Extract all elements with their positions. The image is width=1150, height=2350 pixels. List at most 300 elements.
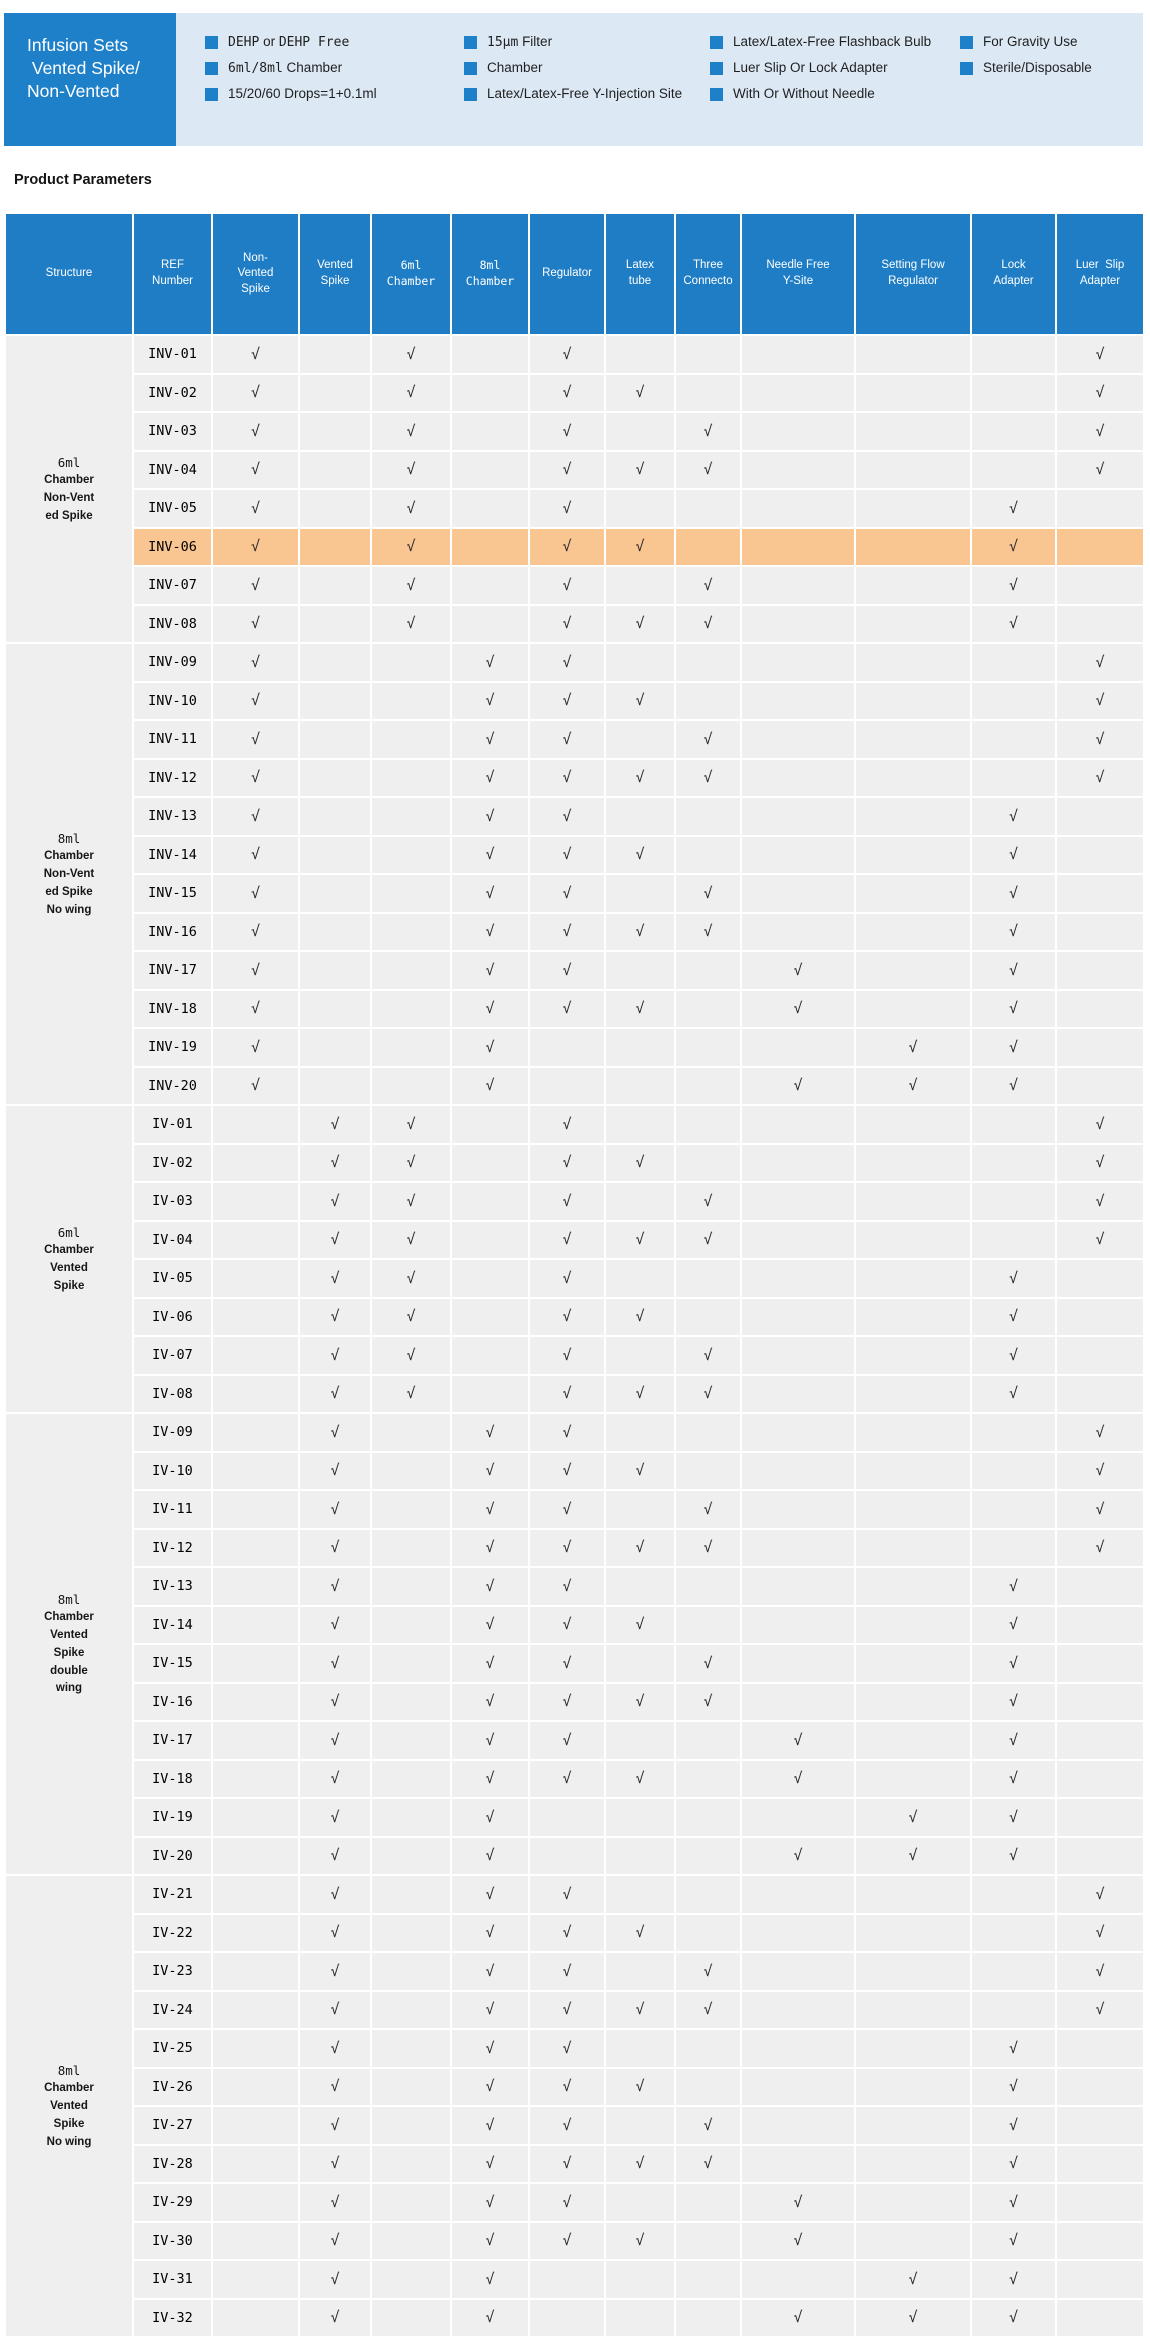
- check-mark-icon: √: [635, 1153, 645, 1172]
- check-cell-chamber_8ml: [452, 1838, 528, 1875]
- check-mark-icon: √: [1095, 1230, 1105, 1249]
- check-cell-regulator: [530, 1183, 604, 1220]
- ref-cell: INV-09: [134, 644, 211, 681]
- structure-line: Chamber: [44, 473, 94, 486]
- check-cell-chamber_8ml: [452, 1530, 528, 1567]
- check-cell-vented_spike: [300, 2261, 370, 2298]
- check-cell-chamber_8ml: [452, 914, 528, 951]
- check-cell-vented_spike: [300, 1722, 370, 1759]
- check-cell-latex_tube: [606, 644, 674, 681]
- check-cell-vented_spike: [300, 1222, 370, 1259]
- check-mark-icon: √: [793, 1846, 803, 1865]
- table-row: [6, 1607, 1143, 1644]
- check-cell-vented_spike: [300, 1953, 370, 1990]
- table-row: [6, 1260, 1143, 1297]
- check-mark-icon: √: [1008, 614, 1019, 633]
- check-cell-luer_slip_adapter: [1057, 1453, 1143, 1490]
- check-cell-latex_tube: [606, 1337, 674, 1374]
- check-cell-setting_flow_regulator: [856, 452, 970, 489]
- feature-item: [710, 60, 931, 80]
- ref-cell: IV-32: [134, 2300, 211, 2337]
- check-cell-chamber_6ml: [372, 1029, 450, 1066]
- check-cell-lock_adapter: [972, 1453, 1055, 1490]
- check-cell-regulator: [530, 1799, 604, 1836]
- check-cell-luer_slip_adapter: [1057, 1684, 1143, 1721]
- check-cell-three_connector: [676, 760, 740, 797]
- table-row: [6, 1299, 1143, 1336]
- check-mark-icon: √: [793, 2192, 803, 2211]
- check-mark-icon: √: [562, 883, 572, 902]
- ref-cell: INV-13: [134, 798, 211, 835]
- check-mark-icon: √: [330, 1422, 340, 1441]
- check-cell-latex_tube: [606, 1491, 674, 1528]
- check-cell-three_connector: [676, 721, 740, 758]
- check-cell-non_vented_spike: [213, 336, 298, 373]
- check-mark-icon: √: [330, 1268, 340, 1287]
- check-mark-icon: √: [635, 768, 645, 787]
- check-mark-icon: √: [562, 1538, 572, 1557]
- check-cell-lock_adapter: [972, 1838, 1055, 1875]
- check-cell-three_connector: [676, 606, 740, 643]
- check-cell-latex_tube: [606, 529, 674, 566]
- check-mark-icon: √: [485, 1499, 495, 1518]
- check-cell-vented_spike: [300, 606, 370, 643]
- check-cell-chamber_8ml: [452, 991, 528, 1028]
- check-cell-needle_free_y_site: [742, 2107, 854, 2144]
- column-header-line: Number: [152, 275, 193, 287]
- structure-line: Chamber: [44, 1611, 94, 1624]
- check-cell-chamber_8ml: [452, 529, 528, 566]
- check-cell-three_connector: [676, 1953, 740, 1990]
- column-header-line: tube: [628, 275, 652, 287]
- check-cell-setting_flow_regulator: [856, 490, 970, 527]
- check-cell-regulator: [530, 2300, 604, 2337]
- check-cell-regulator: [530, 798, 604, 835]
- check-cell-three_connector: [676, 1607, 740, 1644]
- check-mark-icon: √: [703, 1230, 713, 1249]
- check-cell-setting_flow_regulator: [856, 1376, 970, 1413]
- check-cell-three_connector: [676, 1992, 740, 2029]
- structure-line: Spike: [53, 2117, 85, 2130]
- check-cell-needle_free_y_site: [742, 2300, 854, 2337]
- check-cell-lock_adapter: [972, 721, 1055, 758]
- check-cell-chamber_8ml: [452, 1645, 528, 1682]
- check-cell-needle_free_y_site: [742, 567, 854, 604]
- check-cell-three_connector: [676, 1684, 740, 1721]
- feature-item: [960, 34, 1092, 54]
- check-mark-icon: √: [330, 2269, 340, 2288]
- check-mark-icon: √: [485, 691, 495, 710]
- check-cell-lock_adapter: [972, 1068, 1055, 1105]
- check-mark-icon: √: [703, 1653, 713, 1672]
- check-cell-vented_spike: [300, 1414, 370, 1451]
- ref-cell: IV-17: [134, 1722, 211, 1759]
- check-cell-latex_tube: [606, 2107, 674, 2144]
- check-cell-setting_flow_regulator: [856, 1145, 970, 1182]
- check-cell-luer_slip_adapter: [1057, 1953, 1143, 1990]
- check-cell-luer_slip_adapter: [1057, 2146, 1143, 2183]
- check-cell-luer_slip_adapter: [1057, 1029, 1143, 1066]
- check-cell-lock_adapter: [972, 2107, 1055, 2144]
- bullet-icon: [710, 62, 723, 75]
- check-cell-regulator: [530, 2030, 604, 2067]
- column-header-line: Chamber: [386, 274, 436, 288]
- check-cell-vented_spike: [300, 1183, 370, 1220]
- check-mark-icon: √: [635, 999, 645, 1018]
- check-cell-chamber_8ml: [452, 2223, 528, 2260]
- check-cell-luer_slip_adapter: [1057, 721, 1143, 758]
- check-cell-non_vented_spike: [213, 2069, 298, 2106]
- check-cell-luer_slip_adapter: [1057, 1299, 1143, 1336]
- check-cell-needle_free_y_site: [742, 644, 854, 681]
- table-row: [6, 1453, 1143, 1490]
- check-cell-chamber_8ml: [452, 2146, 528, 2183]
- ref-cell: IV-01: [134, 1106, 211, 1143]
- check-mark-icon: √: [635, 2231, 645, 2250]
- column-header-line: Three: [692, 259, 724, 272]
- check-cell-chamber_8ml: [452, 2184, 528, 2221]
- check-cell-three_connector: [676, 1645, 740, 1682]
- check-mark-icon: √: [485, 1037, 495, 1056]
- check-mark-icon: √: [485, 768, 495, 787]
- check-cell-luer_slip_adapter: [1057, 1876, 1143, 1913]
- check-mark-icon: √: [485, 1846, 495, 1865]
- check-cell-setting_flow_regulator: [856, 1299, 970, 1336]
- check-mark-icon: √: [635, 2077, 645, 2096]
- check-cell-latex_tube: [606, 1453, 674, 1490]
- table-row: [6, 1414, 1143, 1451]
- check-mark-icon: √: [406, 1345, 416, 1364]
- ref-cell: IV-30: [134, 2223, 211, 2260]
- check-cell-chamber_8ml: [452, 1106, 528, 1143]
- check-cell-three_connector: [676, 1029, 740, 1066]
- check-mark-icon: √: [330, 1384, 340, 1403]
- check-cell-luer_slip_adapter: [1057, 914, 1143, 951]
- check-cell-needle_free_y_site: [742, 1183, 854, 1220]
- check-cell-non_vented_spike: [213, 1915, 298, 1952]
- check-cell-chamber_6ml: [372, 1607, 450, 1644]
- check-mark-icon: √: [1095, 1499, 1105, 1518]
- check-mark-icon: √: [1008, 1807, 1019, 1826]
- check-cell-chamber_8ml: [452, 1491, 528, 1528]
- check-cell-latex_tube: [606, 1376, 674, 1413]
- check-mark-icon: √: [406, 498, 416, 517]
- check-mark-icon: √: [635, 1538, 645, 1557]
- check-cell-chamber_6ml: [372, 1183, 450, 1220]
- check-cell-chamber_6ml: [372, 1145, 450, 1182]
- check-cell-three_connector: [676, 952, 740, 989]
- check-cell-setting_flow_regulator: [856, 914, 970, 951]
- check-cell-vented_spike: [300, 1453, 370, 1490]
- check-mark-icon: √: [635, 1692, 645, 1711]
- feature-text-segment: Latex/Latex-Free Y-Injection Site: [487, 86, 683, 101]
- check-cell-chamber_6ml: [372, 914, 450, 951]
- check-cell-regulator: [530, 760, 604, 797]
- check-mark-icon: √: [1095, 344, 1105, 363]
- check-cell-latex_tube: [606, 490, 674, 527]
- check-cell-latex_tube: [606, 1607, 674, 1644]
- check-cell-latex_tube: [606, 1992, 674, 2029]
- check-cell-non_vented_spike: [213, 1068, 298, 1105]
- check-mark-icon: √: [703, 768, 713, 787]
- check-cell-setting_flow_regulator: [856, 760, 970, 797]
- check-cell-vented_spike: [300, 760, 370, 797]
- check-cell-latex_tube: [606, 683, 674, 720]
- check-mark-icon: √: [250, 421, 261, 440]
- check-cell-needle_free_y_site: [742, 1722, 854, 1759]
- check-cell-lock_adapter: [972, 644, 1055, 681]
- check-cell-lock_adapter: [972, 1607, 1055, 1644]
- check-cell-luer_slip_adapter: [1057, 1530, 1143, 1567]
- check-mark-icon: √: [485, 1923, 495, 1942]
- check-mark-icon: √: [485, 2269, 495, 2288]
- feature-text-segment: With Or Without Needle: [733, 86, 875, 101]
- check-cell-vented_spike: [300, 1106, 370, 1143]
- check-cell-non_vented_spike: [213, 1029, 298, 1066]
- check-cell-latex_tube: [606, 2223, 674, 2260]
- check-cell-needle_free_y_site: [742, 1145, 854, 1182]
- ref-cell: IV-15: [134, 1645, 211, 1682]
- check-cell-non_vented_spike: [213, 375, 298, 412]
- check-mark-icon: √: [485, 1730, 495, 1749]
- table-row: [6, 1222, 1143, 1259]
- check-mark-icon: √: [562, 2000, 572, 2019]
- check-cell-chamber_8ml: [452, 452, 528, 489]
- check-mark-icon: √: [485, 1769, 495, 1788]
- check-cell-latex_tube: [606, 1029, 674, 1066]
- ref-cell: IV-25: [134, 2030, 211, 2067]
- check-cell-chamber_6ml: [372, 1491, 450, 1528]
- ref-cell: IV-13: [134, 1568, 211, 1605]
- check-cell-non_vented_spike: [213, 1607, 298, 1644]
- check-cell-setting_flow_regulator: [856, 875, 970, 912]
- check-mark-icon: √: [330, 1615, 340, 1634]
- check-cell-non_vented_spike: [213, 1761, 298, 1798]
- check-cell-chamber_6ml: [372, 1068, 450, 1105]
- check-cell-needle_free_y_site: [742, 452, 854, 489]
- check-cell-latex_tube: [606, 606, 674, 643]
- table-row: [6, 1068, 1143, 1105]
- column-header-line: REF: [161, 259, 184, 272]
- check-cell-latex_tube: [606, 2261, 674, 2298]
- check-mark-icon: √: [330, 1730, 340, 1749]
- check-cell-vented_spike: [300, 644, 370, 681]
- structure-line: Spike: [53, 1279, 85, 1292]
- check-cell-lock_adapter: [972, 1645, 1055, 1682]
- check-mark-icon: √: [562, 1191, 572, 1210]
- bullet-icon: [710, 88, 723, 101]
- check-mark-icon: √: [1008, 2115, 1019, 2134]
- check-cell-regulator: [530, 1376, 604, 1413]
- check-cell-three_connector: [676, 2300, 740, 2337]
- table-row: [6, 1799, 1143, 1836]
- check-cell-latex_tube: [606, 452, 674, 489]
- check-cell-latex_tube: [606, 336, 674, 373]
- check-mark-icon: √: [330, 1307, 340, 1326]
- check-cell-latex_tube: [606, 567, 674, 604]
- check-cell-needle_free_y_site: [742, 1530, 854, 1567]
- check-cell-setting_flow_regulator: [856, 529, 970, 566]
- check-cell-three_connector: [676, 452, 740, 489]
- structure-line: No wing: [46, 2135, 92, 2148]
- table-row: [6, 2261, 1143, 2298]
- check-cell-vented_spike: [300, 1260, 370, 1297]
- check-cell-needle_free_y_site: [742, 1761, 854, 1798]
- check-mark-icon: √: [1095, 768, 1105, 787]
- table-row: [6, 1953, 1143, 1990]
- check-cell-latex_tube: [606, 2300, 674, 2337]
- structure-line: Vented: [50, 1261, 88, 1274]
- check-cell-needle_free_y_site: [742, 2184, 854, 2221]
- check-mark-icon: √: [330, 1923, 340, 1942]
- check-cell-three_connector: [676, 2069, 740, 2106]
- check-mark-icon: √: [562, 2154, 572, 2173]
- check-cell-chamber_6ml: [372, 2300, 450, 2337]
- feature-item: [205, 86, 377, 106]
- check-cell-latex_tube: [606, 1953, 674, 1990]
- check-cell-regulator: [530, 721, 604, 758]
- check-cell-lock_adapter: [972, 1106, 1055, 1143]
- table-row: [6, 1838, 1143, 1875]
- check-cell-vented_spike: [300, 914, 370, 951]
- check-cell-luer_slip_adapter: [1057, 2184, 1143, 2221]
- check-mark-icon: √: [406, 575, 416, 594]
- check-cell-chamber_6ml: [372, 2223, 450, 2260]
- check-cell-lock_adapter: [972, 1491, 1055, 1528]
- check-cell-latex_tube: [606, 760, 674, 797]
- check-cell-non_vented_spike: [213, 1299, 298, 1336]
- check-mark-icon: √: [485, 1615, 495, 1634]
- check-mark-icon: √: [250, 575, 261, 594]
- check-cell-lock_adapter: [972, 952, 1055, 989]
- check-cell-setting_flow_regulator: [856, 606, 970, 643]
- check-cell-three_connector: [676, 336, 740, 373]
- check-cell-needle_free_y_site: [742, 760, 854, 797]
- check-cell-vented_spike: [300, 2030, 370, 2067]
- check-cell-setting_flow_regulator: [856, 837, 970, 874]
- check-mark-icon: √: [1008, 1268, 1019, 1287]
- ref-cell: IV-12: [134, 1530, 211, 1567]
- check-mark-icon: √: [406, 1153, 416, 1172]
- check-cell-setting_flow_regulator: [856, 2300, 970, 2337]
- check-cell-chamber_6ml: [372, 452, 450, 489]
- check-cell-needle_free_y_site: [742, 1992, 854, 2029]
- check-mark-icon: √: [406, 1230, 416, 1249]
- feature-text: [733, 34, 931, 49]
- table-row: [6, 1645, 1143, 1682]
- feature-item: [205, 60, 377, 80]
- check-cell-lock_adapter: [972, 606, 1055, 643]
- check-cell-non_vented_spike: [213, 1992, 298, 2029]
- check-mark-icon: √: [330, 1576, 340, 1595]
- check-cell-setting_flow_regulator: [856, 1222, 970, 1259]
- check-cell-chamber_6ml: [372, 2184, 450, 2221]
- check-cell-lock_adapter: [972, 529, 1055, 566]
- check-cell-setting_flow_regulator: [856, 2030, 970, 2067]
- check-cell-non_vented_spike: [213, 1684, 298, 1721]
- check-cell-non_vented_spike: [213, 1568, 298, 1605]
- feature-item: [960, 60, 1092, 80]
- check-mark-icon: √: [406, 344, 416, 363]
- check-cell-three_connector: [676, 644, 740, 681]
- check-cell-lock_adapter: [972, 991, 1055, 1028]
- check-cell-non_vented_spike: [213, 1953, 298, 1990]
- check-cell-regulator: [530, 1414, 604, 1451]
- check-cell-non_vented_spike: [213, 1799, 298, 1836]
- check-cell-non_vented_spike: [213, 1876, 298, 1913]
- check-cell-vented_spike: [300, 1992, 370, 2029]
- check-cell-regulator: [530, 2184, 604, 2221]
- check-cell-latex_tube: [606, 914, 674, 951]
- column-header-line: Regulator: [542, 267, 592, 280]
- check-mark-icon: √: [1008, 2154, 1019, 2173]
- check-cell-chamber_6ml: [372, 529, 450, 566]
- column-header-line: Spike: [241, 282, 270, 295]
- check-cell-lock_adapter: [972, 1145, 1055, 1182]
- check-mark-icon: √: [1008, 806, 1019, 825]
- check-cell-latex_tube: [606, 1068, 674, 1105]
- check-cell-setting_flow_regulator: [856, 2069, 970, 2106]
- check-cell-lock_adapter: [972, 683, 1055, 720]
- table-row: [6, 1029, 1143, 1066]
- check-cell-chamber_8ml: [452, 760, 528, 797]
- check-cell-chamber_6ml: [372, 1376, 450, 1413]
- check-cell-regulator: [530, 1222, 604, 1259]
- check-cell-chamber_6ml: [372, 1568, 450, 1605]
- column-header-line: Spike: [320, 275, 350, 287]
- check-cell-three_connector: [676, 1530, 740, 1567]
- feature-text-segment: Chamber: [282, 60, 343, 75]
- structure-line: Chamber: [44, 850, 94, 863]
- check-cell-vented_spike: [300, 413, 370, 450]
- check-mark-icon: √: [635, 691, 645, 710]
- structure-line: Non-Vent: [43, 491, 95, 504]
- check-cell-regulator: [530, 1992, 604, 2029]
- check-cell-three_connector: [676, 1876, 740, 1913]
- check-cell-latex_tube: [606, 1722, 674, 1759]
- feature-column: [205, 34, 377, 106]
- check-cell-three_connector: [676, 1260, 740, 1297]
- check-cell-needle_free_y_site: [742, 413, 854, 450]
- column-header-line: Vented: [317, 259, 353, 272]
- ref-cell: INV-06: [134, 529, 211, 566]
- check-cell-chamber_8ml: [452, 490, 528, 527]
- structure-line: ed Spike: [45, 509, 93, 522]
- check-cell-regulator: [530, 1761, 604, 1798]
- table-row: [6, 2184, 1143, 2221]
- feature-text-segment: Latex/Latex-Free Flashback Bulb: [733, 34, 932, 49]
- structure-cell: [6, 644, 132, 1104]
- check-cell-lock_adapter: [972, 1915, 1055, 1952]
- check-cell-latex_tube: [606, 837, 674, 874]
- check-mark-icon: √: [330, 1692, 340, 1711]
- check-cell-non_vented_spike: [213, 721, 298, 758]
- table-row: [6, 375, 1143, 412]
- structure-cell: [6, 1414, 132, 1874]
- check-cell-chamber_8ml: [452, 1607, 528, 1644]
- check-cell-chamber_8ml: [452, 1183, 528, 1220]
- check-mark-icon: √: [330, 2077, 340, 2096]
- check-mark-icon: √: [330, 1653, 340, 1672]
- check-mark-icon: √: [703, 575, 713, 594]
- check-cell-lock_adapter: [972, 1799, 1055, 1836]
- page-title-line: Infusion Sets: [27, 35, 129, 55]
- column-header-line: Vented: [237, 267, 274, 280]
- check-mark-icon: √: [250, 691, 261, 710]
- check-cell-non_vented_spike: [213, 1645, 298, 1682]
- check-cell-chamber_6ml: [372, 1260, 450, 1297]
- ref-cell: INV-02: [134, 375, 211, 412]
